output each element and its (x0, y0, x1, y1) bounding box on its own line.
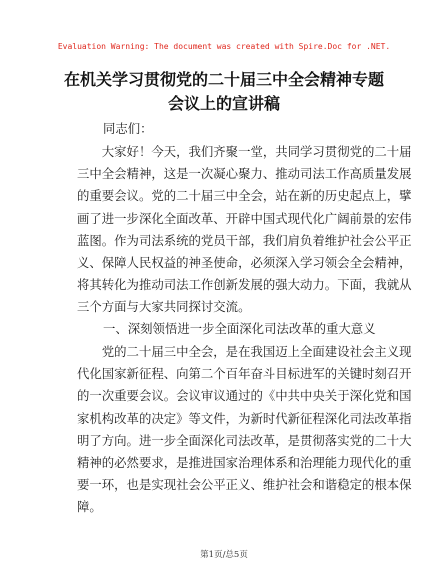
evaluation-warning: Evaluation Warning: The document was created with Spire.Doc for .NET. (57, 42, 391, 51)
paragraph-line: 代化国家新征程、向第二个百年奋斗目标进军的关键时刻召开 (77, 366, 412, 382)
paragraph-line: 三个方面与大家共同探讨交流。 (77, 299, 251, 315)
paragraph-line: 蓝图。作为司法系统的党员干部，我们肩负着维护社会公平正 (77, 232, 412, 248)
paragraph-line: 义、保障人民权益的神圣使命，必须深入学习领会全会精神， (77, 255, 412, 271)
paragraph-line: 障。 (77, 499, 102, 515)
paragraph-section-1 (77, 341, 412, 519)
paragraph-line: 三中全会精神，这是一次凝心聚力、推动司法工作高质量发展 (77, 166, 412, 182)
paragraph-line: 党的二十届三中全会，是在我国迈上全面建设社会主义现 (77, 344, 412, 359)
title-line: 在机关学习贯彻党的二十届三中全会精神专题 (63, 70, 384, 89)
paragraph-line: 大家好！今天，我们齐聚一堂，共同学习贯彻党的二十届 (77, 144, 412, 159)
salutation: 同志们： (103, 121, 153, 136)
section-heading: 一、深刻领悟进一步全面深化司法改革的重大意义 (103, 321, 376, 336)
paragraph-line: 画了进一步深化全面改革、开辟中国式现代化广阔前景的宏伟 (77, 210, 412, 226)
document-title (30, 68, 418, 116)
paragraph-line: 要一环，也是实现社会公平正义、维护社会和谐稳定的根本保 (77, 477, 412, 493)
paragraph-line: 将其转化为推动司法工作创新发展的强大动力。下面，我就从 (77, 277, 412, 293)
page-footer: 第1页/总5页 (200, 550, 248, 560)
title-line: 会议上的宣讲稿 (167, 94, 280, 113)
paragraph-line: 家机构改革的决定》等文件，为新时代新征程深化司法改革指 (77, 410, 412, 426)
paragraph-intro (77, 141, 412, 319)
paragraph-line: 精神的必然要求，是推进国家治理体系和治理能力现代化的重 (77, 455, 412, 471)
paragraph-line: 的重要会议。党的二十届三中全会，站在新的历史起点上，擘 (77, 188, 412, 204)
paragraph-line: 明了方向。进一步全面深化司法改革，是贯彻落实党的二十大 (77, 432, 412, 448)
paragraph-line: 的一次重要会议。会议审议通过的《中共中央关于深化党和国 (77, 388, 412, 404)
